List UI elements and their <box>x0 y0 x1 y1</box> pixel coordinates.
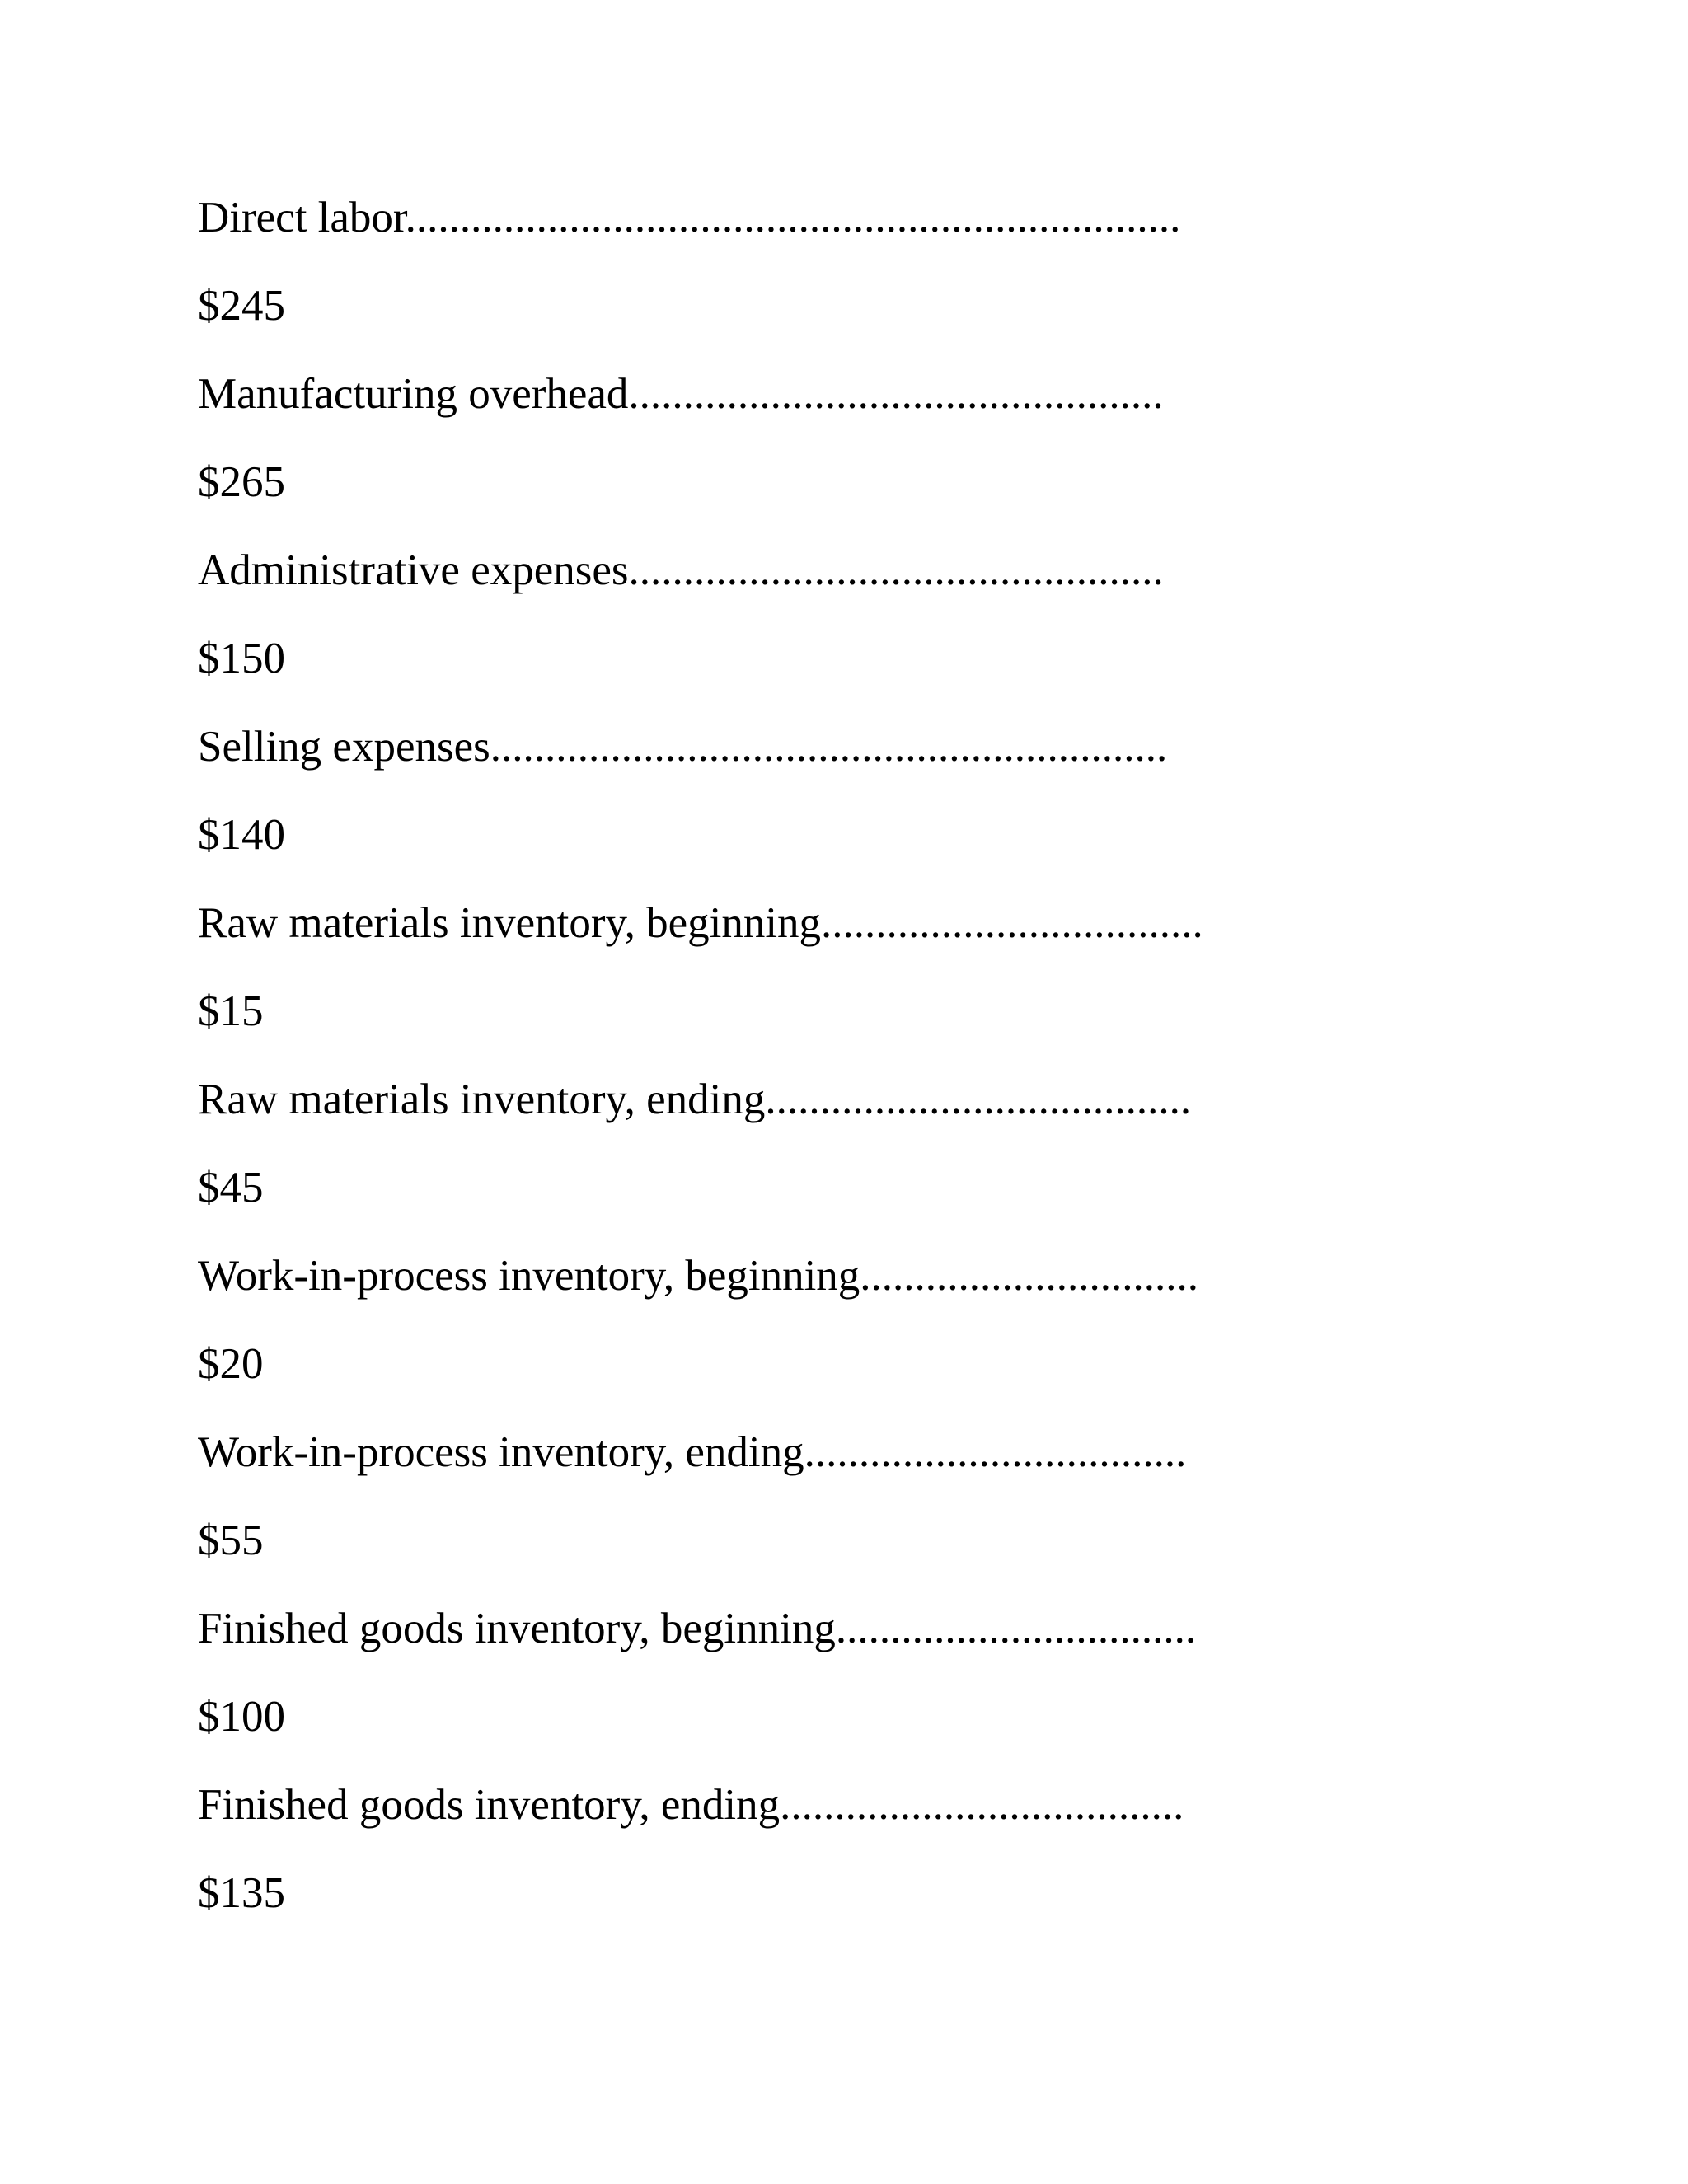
item-value: $135 <box>198 1869 285 1917</box>
item-label: Administrative expenses................................................. <box>198 546 1164 594</box>
item-value: $55 <box>198 1516 264 1564</box>
item-label: Finished goods inventory, beginning................................. <box>198 1605 1197 1652</box>
item-label: Direct labor....................................................................... <box>198 194 1181 241</box>
item-value: $45 <box>198 1164 264 1212</box>
item-label: Raw materials inventory, beginning................................... <box>198 899 1203 947</box>
item-label: Selling expenses.............................................................. <box>198 723 1168 771</box>
item-value: $15 <box>198 987 264 1035</box>
item-value: $150 <box>198 635 285 682</box>
item-label: Raw materials inventory, ending....................................... <box>198 1076 1192 1123</box>
item-value: $265 <box>198 458 285 506</box>
item-label: Work-in-process inventory, beginning............................... <box>198 1252 1199 1300</box>
item-label: Manufacturing overhead................................................. <box>198 370 1164 418</box>
item-label: Work-in-process inventory, ending................................... <box>198 1428 1187 1476</box>
item-value: $100 <box>198 1693 285 1741</box>
cost-item-list <box>198 191 1517 1955</box>
item-label: Finished goods inventory, ending..................................... <box>198 1781 1184 1829</box>
item-value: $245 <box>198 282 285 330</box>
item-value: $140 <box>198 811 285 859</box>
item-value: $20 <box>198 1340 264 1388</box>
